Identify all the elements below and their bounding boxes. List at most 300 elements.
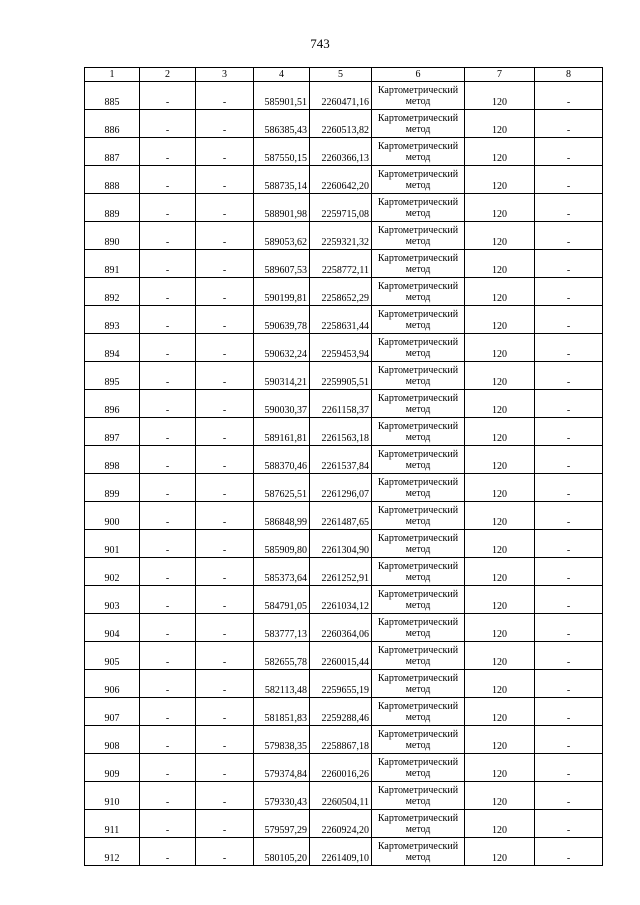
method-text: метод xyxy=(405,235,431,247)
empty-cell: - xyxy=(535,698,603,726)
method-text: Картометрический xyxy=(377,672,459,684)
empty-cell: - xyxy=(196,614,254,642)
point-number-cell: 912 xyxy=(85,838,140,866)
method-text: метод xyxy=(405,515,431,527)
page-number: 743 xyxy=(310,36,330,51)
method-text: метод xyxy=(405,683,431,695)
x-coordinate-cell: 588735,14 xyxy=(254,166,310,194)
x-coordinate-cell: 584791,05 xyxy=(254,586,310,614)
accuracy-cell: 120 xyxy=(465,530,535,558)
empty-cell: - xyxy=(140,222,196,250)
empty-cell: - xyxy=(140,614,196,642)
accuracy-cell: 120 xyxy=(465,782,535,810)
method-cell xyxy=(372,474,465,502)
method-text: метод xyxy=(405,851,431,863)
empty-cell: - xyxy=(535,82,603,110)
accuracy-cell: 120 xyxy=(465,474,535,502)
empty-cell: - xyxy=(140,530,196,558)
table-row xyxy=(85,390,603,418)
empty-cell: - xyxy=(140,502,196,530)
point-number-cell: 888 xyxy=(85,166,140,194)
method-text: Картометрический xyxy=(377,616,459,628)
empty-cell: - xyxy=(196,838,254,866)
method-text: Картометрический xyxy=(377,280,459,292)
empty-cell: - xyxy=(535,110,603,138)
table-row xyxy=(85,474,603,502)
method-cell xyxy=(372,82,465,110)
y-coordinate-cell: 2259905,51 xyxy=(310,362,372,390)
table-row xyxy=(85,278,603,306)
table-row xyxy=(85,110,603,138)
column-header: 5 xyxy=(310,68,372,82)
y-coordinate-cell: 2258631,44 xyxy=(310,306,372,334)
y-coordinate-cell: 2260016,26 xyxy=(310,754,372,782)
empty-cell: - xyxy=(196,670,254,698)
empty-cell: - xyxy=(535,530,603,558)
point-number-cell: 889 xyxy=(85,194,140,222)
empty-cell: - xyxy=(535,334,603,362)
empty-cell: - xyxy=(535,726,603,754)
point-number-cell: 910 xyxy=(85,782,140,810)
y-coordinate-cell: 2260015,44 xyxy=(310,642,372,670)
column-header: 8 xyxy=(535,68,603,82)
empty-cell: - xyxy=(196,250,254,278)
empty-cell: - xyxy=(196,446,254,474)
x-coordinate-cell: 582655,78 xyxy=(254,642,310,670)
empty-cell: - xyxy=(196,418,254,446)
point-number-cell: 909 xyxy=(85,754,140,782)
method-text: Картометрический xyxy=(377,336,459,348)
empty-cell: - xyxy=(196,278,254,306)
empty-cell: - xyxy=(140,446,196,474)
point-number-cell: 895 xyxy=(85,362,140,390)
method-cell xyxy=(372,586,465,614)
empty-cell: - xyxy=(140,586,196,614)
x-coordinate-cell: 579330,43 xyxy=(254,782,310,810)
table-row xyxy=(85,614,603,642)
empty-cell: - xyxy=(140,782,196,810)
y-coordinate-cell: 2260642,20 xyxy=(310,166,372,194)
point-number-cell: 891 xyxy=(85,250,140,278)
accuracy-cell: 120 xyxy=(465,138,535,166)
table-row xyxy=(85,306,603,334)
method-text: Картометрический xyxy=(377,420,459,432)
table-body xyxy=(85,82,603,866)
method-text: Картометрический xyxy=(377,392,459,404)
accuracy-cell: 120 xyxy=(465,110,535,138)
empty-cell: - xyxy=(196,530,254,558)
method-cell xyxy=(372,838,465,866)
y-coordinate-cell: 2261034,12 xyxy=(310,586,372,614)
method-text: метод xyxy=(405,319,431,331)
table-row xyxy=(85,166,603,194)
point-number-cell: 890 xyxy=(85,222,140,250)
table-row xyxy=(85,726,603,754)
x-coordinate-cell: 582113,48 xyxy=(254,670,310,698)
method-text: метод xyxy=(405,263,431,275)
y-coordinate-cell: 2258772,11 xyxy=(310,250,372,278)
empty-cell: - xyxy=(196,110,254,138)
point-number-cell: 896 xyxy=(85,390,140,418)
y-coordinate-cell: 2259288,46 xyxy=(310,698,372,726)
method-cell xyxy=(372,782,465,810)
empty-cell: - xyxy=(196,810,254,838)
point-number-cell: 897 xyxy=(85,418,140,446)
y-coordinate-cell: 2260366,13 xyxy=(310,138,372,166)
empty-cell: - xyxy=(196,642,254,670)
method-cell xyxy=(372,726,465,754)
y-coordinate-cell: 2259321,32 xyxy=(310,222,372,250)
y-coordinate-cell: 2261563,18 xyxy=(310,418,372,446)
empty-cell: - xyxy=(196,754,254,782)
empty-cell: - xyxy=(140,558,196,586)
method-cell xyxy=(372,166,465,194)
point-number-cell: 907 xyxy=(85,698,140,726)
method-cell xyxy=(372,642,465,670)
empty-cell: - xyxy=(196,502,254,530)
empty-cell: - xyxy=(140,334,196,362)
method-cell xyxy=(372,390,465,418)
point-number-cell: 898 xyxy=(85,446,140,474)
empty-cell: - xyxy=(196,586,254,614)
point-number-cell: 887 xyxy=(85,138,140,166)
point-number-cell: 904 xyxy=(85,614,140,642)
accuracy-cell: 120 xyxy=(465,614,535,642)
empty-cell: - xyxy=(535,166,603,194)
empty-cell: - xyxy=(196,334,254,362)
method-cell xyxy=(372,306,465,334)
table-row xyxy=(85,586,603,614)
accuracy-cell: 120 xyxy=(465,390,535,418)
empty-cell: - xyxy=(535,194,603,222)
accuracy-cell: 120 xyxy=(465,446,535,474)
method-text: Картометрический xyxy=(377,168,459,180)
method-text: Картометрический xyxy=(377,364,459,376)
x-coordinate-cell: 588370,46 xyxy=(254,446,310,474)
y-coordinate-cell: 2260471,16 xyxy=(310,82,372,110)
empty-cell: - xyxy=(140,278,196,306)
x-coordinate-cell: 581851,83 xyxy=(254,698,310,726)
y-coordinate-cell: 2261158,37 xyxy=(310,390,372,418)
accuracy-cell: 120 xyxy=(465,82,535,110)
method-cell xyxy=(372,418,465,446)
method-text: Картометрический xyxy=(377,448,459,460)
table-row xyxy=(85,334,603,362)
method-text: метод xyxy=(405,179,431,191)
method-cell xyxy=(372,222,465,250)
x-coordinate-cell: 589053,62 xyxy=(254,222,310,250)
method-text: метод xyxy=(405,711,431,723)
y-coordinate-cell: 2260364,06 xyxy=(310,614,372,642)
table-row xyxy=(85,670,603,698)
method-text: Картометрический xyxy=(377,644,459,656)
accuracy-cell: 120 xyxy=(465,810,535,838)
point-number-cell: 906 xyxy=(85,670,140,698)
empty-cell: - xyxy=(140,82,196,110)
empty-cell: - xyxy=(535,250,603,278)
method-text: Картометрический xyxy=(377,588,459,600)
method-cell xyxy=(372,334,465,362)
table-row xyxy=(85,250,603,278)
method-text: метод xyxy=(405,459,431,471)
method-text: Картометрический xyxy=(377,140,459,152)
table-row xyxy=(85,222,603,250)
x-coordinate-cell: 580105,20 xyxy=(254,838,310,866)
coordinates-table xyxy=(84,67,603,866)
method-text: Картометрический xyxy=(377,812,459,824)
method-text: метод xyxy=(405,375,431,387)
empty-cell: - xyxy=(535,390,603,418)
empty-cell: - xyxy=(535,642,603,670)
method-text: метод xyxy=(405,487,431,499)
empty-cell: - xyxy=(535,558,603,586)
method-cell xyxy=(372,558,465,586)
point-number-cell: 900 xyxy=(85,502,140,530)
empty-cell: - xyxy=(140,474,196,502)
method-text: метод xyxy=(405,599,431,611)
empty-cell: - xyxy=(196,558,254,586)
y-coordinate-cell: 2261296,07 xyxy=(310,474,372,502)
point-number-cell: 886 xyxy=(85,110,140,138)
method-cell xyxy=(372,446,465,474)
table-row xyxy=(85,362,603,390)
x-coordinate-cell: 585373,64 xyxy=(254,558,310,586)
empty-cell: - xyxy=(140,726,196,754)
method-text: метод xyxy=(405,655,431,667)
method-cell xyxy=(372,614,465,642)
empty-cell: - xyxy=(535,586,603,614)
method-text: Картометрический xyxy=(377,728,459,740)
table-row xyxy=(85,838,603,866)
accuracy-cell: 120 xyxy=(465,726,535,754)
empty-cell: - xyxy=(196,306,254,334)
empty-cell: - xyxy=(535,838,603,866)
empty-cell: - xyxy=(196,138,254,166)
x-coordinate-cell: 585901,51 xyxy=(254,82,310,110)
empty-cell: - xyxy=(535,670,603,698)
accuracy-cell: 120 xyxy=(465,754,535,782)
method-text: Картометрический xyxy=(377,308,459,320)
table-row xyxy=(85,502,603,530)
point-number-cell: 892 xyxy=(85,278,140,306)
method-text: метод xyxy=(405,431,431,443)
empty-cell: - xyxy=(196,222,254,250)
x-coordinate-cell: 590639,78 xyxy=(254,306,310,334)
y-coordinate-cell: 2260504,11 xyxy=(310,782,372,810)
accuracy-cell: 120 xyxy=(465,222,535,250)
y-coordinate-cell: 2261252,91 xyxy=(310,558,372,586)
table-row xyxy=(85,698,603,726)
method-text: Картометрический xyxy=(377,476,459,488)
method-text: метод xyxy=(405,123,431,135)
empty-cell: - xyxy=(535,502,603,530)
point-number-cell: 893 xyxy=(85,306,140,334)
empty-cell: - xyxy=(535,306,603,334)
method-cell xyxy=(372,278,465,306)
column-header: 4 xyxy=(254,68,310,82)
y-coordinate-cell: 2261487,65 xyxy=(310,502,372,530)
method-text: Картометрический xyxy=(377,756,459,768)
method-text: Картометрический xyxy=(377,224,459,236)
x-coordinate-cell: 590314,21 xyxy=(254,362,310,390)
x-coordinate-cell: 586848,99 xyxy=(254,502,310,530)
empty-cell: - xyxy=(140,110,196,138)
empty-cell: - xyxy=(140,838,196,866)
y-coordinate-cell: 2259715,08 xyxy=(310,194,372,222)
accuracy-cell: 120 xyxy=(465,418,535,446)
empty-cell: - xyxy=(196,390,254,418)
point-number-cell: 908 xyxy=(85,726,140,754)
method-text: метод xyxy=(405,151,431,163)
accuracy-cell: 120 xyxy=(465,586,535,614)
point-number-cell: 903 xyxy=(85,586,140,614)
point-number-cell: 885 xyxy=(85,82,140,110)
x-coordinate-cell: 589607,53 xyxy=(254,250,310,278)
empty-cell: - xyxy=(140,390,196,418)
accuracy-cell: 120 xyxy=(465,278,535,306)
empty-cell: - xyxy=(535,446,603,474)
method-text: Картометрический xyxy=(377,196,459,208)
empty-cell: - xyxy=(196,194,254,222)
empty-cell: - xyxy=(535,278,603,306)
method-text: метод xyxy=(405,403,431,415)
x-coordinate-cell: 588901,98 xyxy=(254,194,310,222)
accuracy-cell: 120 xyxy=(465,502,535,530)
empty-cell: - xyxy=(535,138,603,166)
empty-cell: - xyxy=(140,418,196,446)
table-row xyxy=(85,82,603,110)
accuracy-cell: 120 xyxy=(465,194,535,222)
x-coordinate-cell: 585909,80 xyxy=(254,530,310,558)
y-coordinate-cell: 2261304,90 xyxy=(310,530,372,558)
point-number-cell: 894 xyxy=(85,334,140,362)
method-text: метод xyxy=(405,347,431,359)
point-number-cell: 901 xyxy=(85,530,140,558)
table-row xyxy=(85,138,603,166)
x-coordinate-cell: 590632,24 xyxy=(254,334,310,362)
method-text: метод xyxy=(405,823,431,835)
empty-cell: - xyxy=(140,698,196,726)
method-text: Картометрический xyxy=(377,504,459,516)
empty-cell: - xyxy=(140,362,196,390)
table-row xyxy=(85,782,603,810)
method-cell xyxy=(372,810,465,838)
table-header-row xyxy=(85,68,603,82)
method-text: Картометрический xyxy=(377,532,459,544)
method-cell xyxy=(372,530,465,558)
y-coordinate-cell: 2259453,94 xyxy=(310,334,372,362)
method-text: метод xyxy=(405,543,431,555)
method-text: метод xyxy=(405,571,431,583)
accuracy-cell: 120 xyxy=(465,838,535,866)
x-coordinate-cell: 590030,37 xyxy=(254,390,310,418)
method-text: метод xyxy=(405,795,431,807)
y-coordinate-cell: 2258867,18 xyxy=(310,726,372,754)
method-cell xyxy=(372,250,465,278)
table-row xyxy=(85,418,603,446)
accuracy-cell: 120 xyxy=(465,334,535,362)
column-header: 7 xyxy=(465,68,535,82)
method-text: Картометрический xyxy=(377,252,459,264)
y-coordinate-cell: 2258652,29 xyxy=(310,278,372,306)
method-text: Картометрический xyxy=(377,560,459,572)
column-header: 1 xyxy=(85,68,140,82)
x-coordinate-cell: 587550,15 xyxy=(254,138,310,166)
empty-cell: - xyxy=(140,670,196,698)
method-text: метод xyxy=(405,95,431,107)
x-coordinate-cell: 590199,81 xyxy=(254,278,310,306)
x-coordinate-cell: 579374,84 xyxy=(254,754,310,782)
table-row xyxy=(85,642,603,670)
y-coordinate-cell: 2260924,20 xyxy=(310,810,372,838)
empty-cell: - xyxy=(196,474,254,502)
empty-cell: - xyxy=(140,166,196,194)
accuracy-cell: 120 xyxy=(465,306,535,334)
table-row xyxy=(85,194,603,222)
empty-cell: - xyxy=(196,82,254,110)
accuracy-cell: 120 xyxy=(465,250,535,278)
method-cell xyxy=(372,670,465,698)
y-coordinate-cell: 2261537,84 xyxy=(310,446,372,474)
column-header: 3 xyxy=(196,68,254,82)
accuracy-cell: 120 xyxy=(465,362,535,390)
x-coordinate-cell: 586385,43 xyxy=(254,110,310,138)
point-number-cell: 902 xyxy=(85,558,140,586)
empty-cell: - xyxy=(140,138,196,166)
empty-cell: - xyxy=(196,166,254,194)
x-coordinate-cell: 579597,29 xyxy=(254,810,310,838)
method-text: метод xyxy=(405,767,431,779)
empty-cell: - xyxy=(196,698,254,726)
table-row xyxy=(85,558,603,586)
method-cell xyxy=(372,754,465,782)
method-cell xyxy=(372,502,465,530)
method-cell xyxy=(372,698,465,726)
x-coordinate-cell: 589161,81 xyxy=(254,418,310,446)
method-cell xyxy=(372,110,465,138)
method-cell xyxy=(372,138,465,166)
x-coordinate-cell: 587625,51 xyxy=(254,474,310,502)
accuracy-cell: 120 xyxy=(465,698,535,726)
method-text: метод xyxy=(405,739,431,751)
point-number-cell: 905 xyxy=(85,642,140,670)
point-number-cell: 911 xyxy=(85,810,140,838)
empty-cell: - xyxy=(535,474,603,502)
empty-cell: - xyxy=(140,642,196,670)
empty-cell: - xyxy=(535,222,603,250)
empty-cell: - xyxy=(196,782,254,810)
empty-cell: - xyxy=(140,306,196,334)
method-text: Картометрический xyxy=(377,784,459,796)
empty-cell: - xyxy=(196,726,254,754)
accuracy-cell: 120 xyxy=(465,642,535,670)
method-text: Картометрический xyxy=(377,112,459,124)
empty-cell: - xyxy=(535,810,603,838)
x-coordinate-cell: 583777,13 xyxy=(254,614,310,642)
y-coordinate-cell: 2259655,19 xyxy=(310,670,372,698)
method-text: метод xyxy=(405,627,431,639)
method-text: Картометрический xyxy=(377,840,459,852)
table-row xyxy=(85,810,603,838)
empty-cell: - xyxy=(535,614,603,642)
method-text: метод xyxy=(405,291,431,303)
point-number-cell: 899 xyxy=(85,474,140,502)
empty-cell: - xyxy=(535,754,603,782)
empty-cell: - xyxy=(140,810,196,838)
method-text: метод xyxy=(405,207,431,219)
empty-cell: - xyxy=(535,362,603,390)
accuracy-cell: 120 xyxy=(465,670,535,698)
